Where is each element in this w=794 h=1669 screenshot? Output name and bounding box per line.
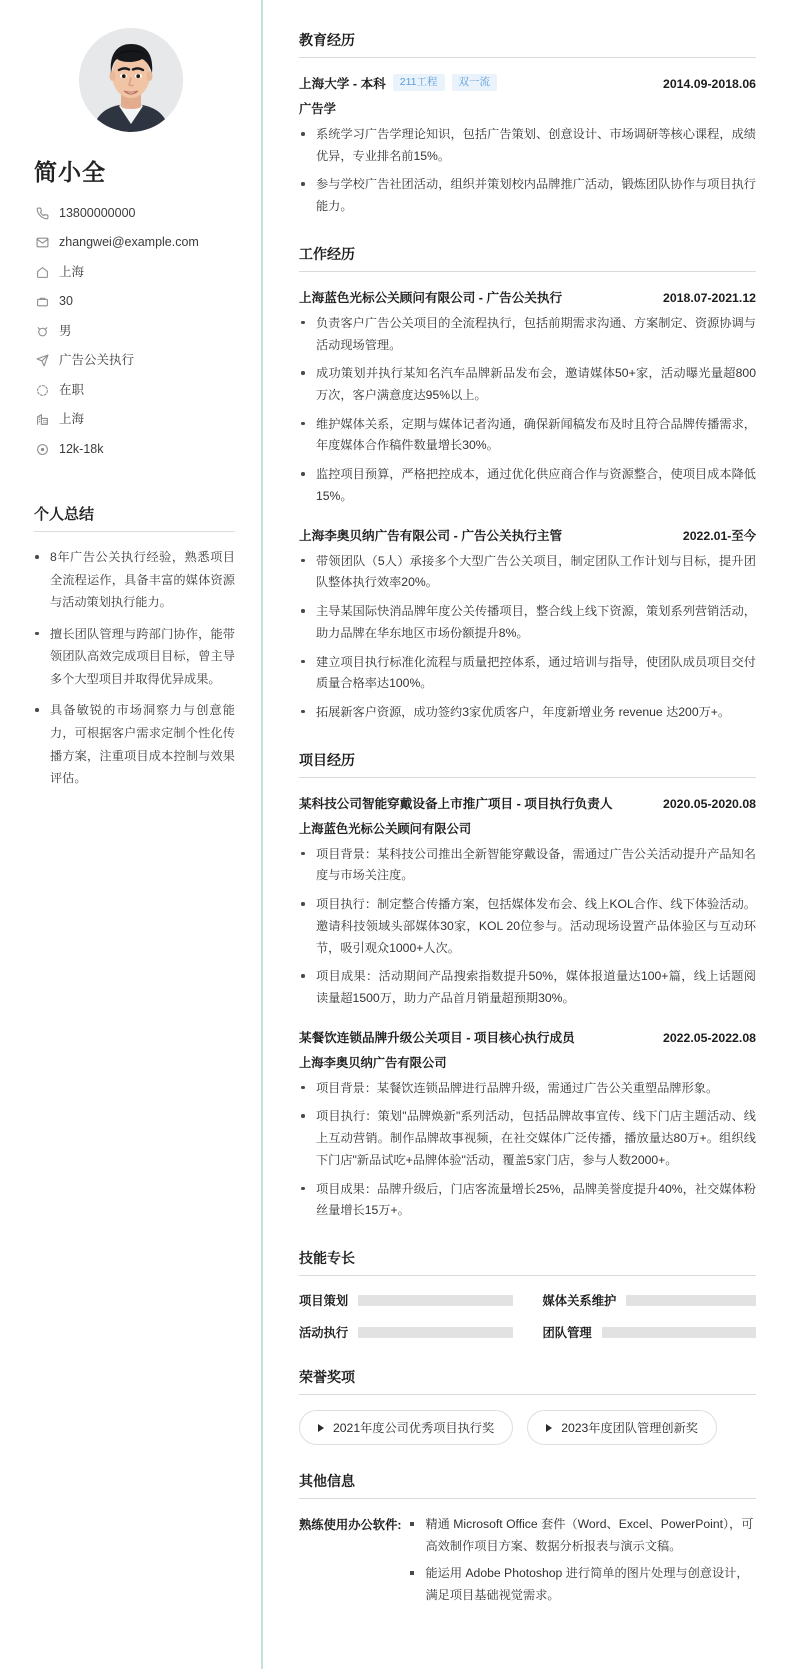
contact-value: 13800000000 bbox=[59, 205, 136, 220]
other-info-label: 熟练使用办公软件: bbox=[299, 1518, 402, 1532]
skill-progress-track bbox=[626, 1295, 756, 1306]
bullet: 维护媒体关系，定期与媒体记者沟通，确保新闻稿发布及时且符合品牌传播需求，年度媒体合作稿件数量增长30%。 bbox=[299, 414, 756, 457]
award-chip[interactable] bbox=[299, 1410, 513, 1445]
work-section bbox=[299, 244, 756, 724]
education-date: 2014.09-2018.06 bbox=[663, 77, 756, 91]
skill-row bbox=[543, 1291, 757, 1309]
section-title-skills: 技能专长 bbox=[299, 1248, 756, 1276]
education-bullets bbox=[299, 124, 756, 218]
skills-section bbox=[299, 1248, 756, 1341]
project-date: 2022.05-2022.08 bbox=[663, 1030, 756, 1045]
main-content bbox=[263, 0, 794, 1669]
other-info-row bbox=[299, 1514, 756, 1613]
project-company: 上海蓝色光标公关顾问有限公司 bbox=[299, 821, 472, 836]
award-label: 2021年度公司优秀项目执行奖 bbox=[333, 1421, 495, 1435]
awards-row bbox=[299, 1410, 756, 1445]
education-entry bbox=[299, 73, 756, 218]
position-icon bbox=[34, 353, 50, 369]
project-entry-head bbox=[299, 1027, 756, 1046]
education-school-line bbox=[299, 73, 497, 92]
age-icon bbox=[34, 294, 50, 310]
bullet: 项目背景：某餐饮连锁品牌进行品牌升级，需通过广告公关重塑品牌形象。 bbox=[299, 1078, 756, 1100]
education-entry-head bbox=[299, 73, 756, 92]
contact-item-age bbox=[34, 294, 235, 310]
bullet: 带领团队（5人）承接多个大型广告公关项目，制定团队工作计划与目标，提升团队整体执行效率20%。 bbox=[299, 551, 756, 594]
bullet: 成功策划并执行某知名汽车品牌新品发布会，邀请媒体50+家，活动曝光量超800万次，客户满意度达95%以上。 bbox=[299, 363, 756, 406]
section-title-work: 工作经历 bbox=[299, 244, 756, 272]
summary-section bbox=[34, 503, 235, 790]
bullet: 系统学习广告学理论知识，包括广告策划、创意设计、市场调研等核心课程，成绩优异，专业排名前15%。 bbox=[299, 124, 756, 167]
award-chip[interactable] bbox=[527, 1410, 717, 1445]
other-info-item: 能运用 Adobe Photoshop 进行简单的图片处理与创意设计，满足项目基础视觉需求。 bbox=[407, 1563, 756, 1606]
other-info-list bbox=[407, 1514, 756, 1613]
avatar bbox=[79, 28, 183, 132]
bullet: 建立项目执行标准化流程与质量把控体系，通过培训与指导，使团队成员项目交付质量合格率达100%。 bbox=[299, 652, 756, 695]
education-tag: 双一流 bbox=[452, 74, 498, 91]
contact-item-city bbox=[34, 412, 235, 428]
project-bullets bbox=[299, 844, 756, 1010]
award-label: 2023年度团队管理创新奖 bbox=[561, 1421, 698, 1435]
contact-item-status bbox=[34, 382, 235, 398]
education-major: 广告学 bbox=[299, 102, 336, 116]
awards-section bbox=[299, 1367, 756, 1445]
education-school: 上海大学 - 本科 bbox=[299, 77, 386, 91]
city-icon bbox=[34, 412, 50, 428]
work-date: 2022.01-至今 bbox=[682, 528, 756, 543]
skills-grid bbox=[299, 1291, 756, 1341]
skill-label: 媒体关系维护 bbox=[542, 1294, 617, 1308]
section-title-education: 教育经历 bbox=[299, 30, 756, 58]
mail-icon bbox=[34, 235, 50, 251]
person-name: 简小全 bbox=[34, 159, 106, 185]
work-bullets bbox=[299, 313, 756, 508]
contact-item-phone bbox=[34, 205, 235, 221]
project-bullets bbox=[299, 1078, 756, 1222]
summary-item: 具备敏锐的市场洞察力与创意能力，可根据客户需求定制个性化传播方案，注重项目成本控制与效果评估。 bbox=[34, 699, 235, 789]
contact-list bbox=[34, 205, 235, 457]
home-icon bbox=[34, 264, 50, 280]
sidebar bbox=[0, 0, 263, 1669]
skill-row bbox=[299, 1323, 513, 1341]
work-entry bbox=[299, 525, 756, 724]
avatar-wrapper bbox=[26, 28, 235, 132]
skill-label: 项目策划 bbox=[299, 1294, 349, 1308]
skill-progress-track bbox=[602, 1327, 756, 1338]
contact-item-salary bbox=[34, 441, 235, 457]
contact-value: 12k-18k bbox=[59, 441, 104, 456]
work-entry-head bbox=[299, 287, 756, 306]
project-title: 某餐饮连锁品牌升级公关项目 - 项目核心执行成员 bbox=[299, 1030, 575, 1045]
project-entry bbox=[299, 793, 756, 1010]
bullet: 监控项目预算，严格把控成本，通过优化供应商合作与资源整合，使项目成本降低15%。 bbox=[299, 464, 756, 507]
projects-section bbox=[299, 750, 756, 1222]
skill-progress-track bbox=[358, 1327, 512, 1338]
other-info-item: 精通 Microsoft Office 套件（Word、Excel、PowerPoint），可高效制作项目方案、数据分析报表与演示文稿。 bbox=[407, 1514, 756, 1557]
contact-value: zhangwei@example.com bbox=[59, 235, 199, 249]
work-entry bbox=[299, 287, 756, 508]
contact-item-gender bbox=[34, 323, 235, 339]
summary-item: 8年广告公关执行经验，熟悉项目全流程运作，具备丰富的媒体资源与活动策划执行能力。 bbox=[34, 546, 235, 614]
summary-title: 个人总结 bbox=[34, 503, 235, 532]
salary-icon bbox=[34, 441, 50, 457]
gender-icon bbox=[34, 323, 50, 339]
project-entry bbox=[299, 1027, 756, 1222]
section-title-projects: 项目经历 bbox=[299, 750, 756, 778]
other-info-section bbox=[299, 1471, 756, 1613]
summary-list bbox=[34, 546, 235, 790]
project-entry-head bbox=[299, 793, 756, 812]
bullet: 主导某国际快消品牌年度公关传播项目，整合线上线下资源，策划系列营销活动，助力品牌在华东地区市场份额提升8%。 bbox=[299, 601, 756, 644]
bullet: 项目成果：活动期间产品搜索指数提升50%，媒体报道量达100+篇，线上话题阅读量超1500万，助力产品首月销量超预期30%。 bbox=[299, 966, 756, 1009]
contact-item-position bbox=[34, 353, 235, 369]
education-section bbox=[299, 30, 756, 218]
skill-row bbox=[543, 1323, 757, 1341]
bullet: 项目执行：制定整合传播方案，包括媒体发布会、线上KOL合作、线下体验活动。邀请科技领域头部媒体30家，KOL 20位参与。活动现场设置产品体验区与互动环节，吸引观众1000+人次。 bbox=[299, 894, 756, 959]
contact-item-hometown bbox=[34, 264, 235, 280]
play-caret-icon bbox=[318, 1424, 324, 1432]
project-company: 上海李奥贝纳广告有限公司 bbox=[299, 1055, 447, 1070]
skill-label: 团队管理 bbox=[542, 1326, 592, 1340]
project-title: 某科技公司智能穿戴设备上市推广项目 - 项目执行负责人 bbox=[299, 796, 613, 811]
contact-item-email bbox=[34, 235, 235, 251]
work-title: 上海李奥贝纳广告有限公司 - 广告公关执行主管 bbox=[299, 528, 563, 543]
contact-value: 男 bbox=[59, 323, 72, 338]
project-date: 2020.05-2020.08 bbox=[663, 796, 756, 811]
bullet: 项目执行：策划"品牌焕新"系列活动，包括品牌故事宣传、线下门店主题活动、线上互动营销。制作品牌故事视频，在社交媒体广泛传播，播放量达80万+。组织线下门店"新品试吃+品牌体验"活动，覆盖5家门店，参与人数2000+。 bbox=[299, 1106, 756, 1171]
bullet: 参与学校广告社团活动，组织并策划校内品牌推广活动，锻炼团队协作与项目执行能力。 bbox=[299, 174, 756, 217]
phone-icon bbox=[34, 205, 50, 221]
bullet: 项目成果：品牌升级后，门店客流量增长25%，品牌美誉度提升40%，社交媒体粉丝量增长15万+。 bbox=[299, 1179, 756, 1222]
work-date: 2018.07-2021.12 bbox=[663, 290, 756, 305]
contact-value: 在职 bbox=[59, 382, 85, 397]
education-tag: 211工程 bbox=[393, 74, 445, 91]
status-icon bbox=[34, 382, 50, 398]
skill-progress-track bbox=[358, 1295, 512, 1306]
contact-value: 上海 bbox=[59, 412, 85, 426]
contact-value: 上海 bbox=[59, 264, 85, 279]
bullet: 拓展新客户资源，成功签约3家优质客户，年度新增业务 revenue 达200万+。 bbox=[299, 702, 756, 724]
summary-item: 擅长团队管理与跨部门协作，能带领团队高效完成项目目标，曾主导多个大型项目并取得优异成果。 bbox=[34, 623, 235, 691]
section-title-awards: 荣誉奖项 bbox=[299, 1367, 756, 1395]
bullet: 项目背景：某科技公司推出全新智能穿戴设备，需通过广告公关活动提升产品知名度与市场关注度。 bbox=[299, 844, 756, 887]
play-caret-icon bbox=[546, 1424, 552, 1432]
work-bullets bbox=[299, 551, 756, 724]
section-title-other: 其他信息 bbox=[299, 1471, 756, 1499]
contact-value: 30 bbox=[59, 294, 73, 308]
work-title: 上海蓝色光标公关顾问有限公司 - 广告公关执行 bbox=[299, 290, 563, 305]
skill-label: 活动执行 bbox=[299, 1326, 349, 1340]
contact-value: 广告公关执行 bbox=[59, 353, 135, 367]
work-entry-head bbox=[299, 525, 756, 544]
bullet: 负责客户广告公关项目的全流程执行，包括前期需求沟通、方案制定、资源协调与活动现场管理。 bbox=[299, 313, 756, 356]
skill-row bbox=[299, 1291, 513, 1309]
